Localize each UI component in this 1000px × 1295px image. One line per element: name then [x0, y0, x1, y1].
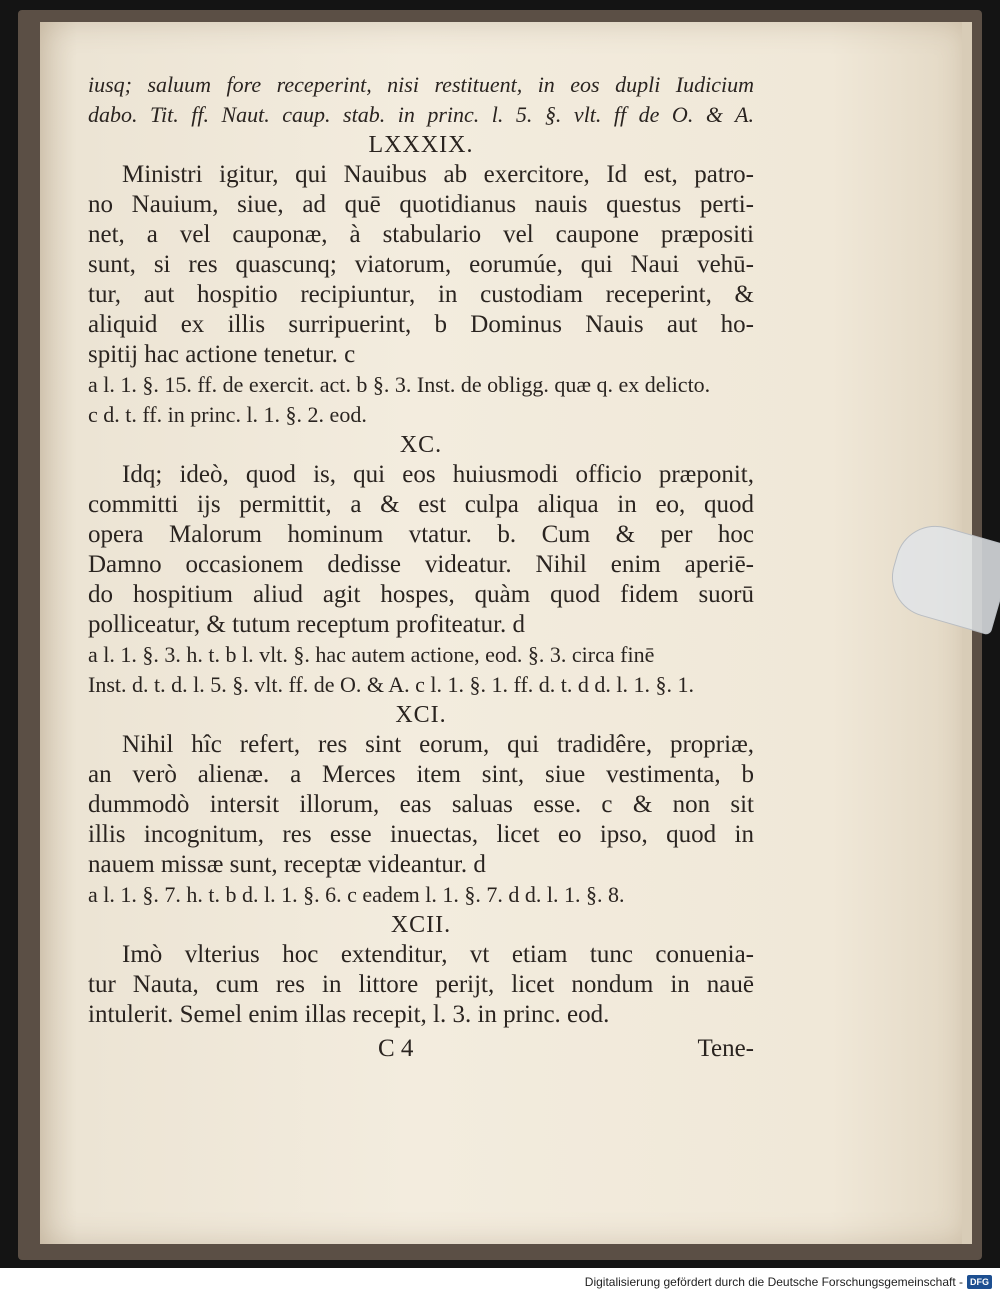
page-text-block [88, 70, 754, 1064]
text-line: committi ijs permittit, a & est culpa aliqua in eo, quod [88, 491, 754, 518]
section-heading: LXXXIX. [368, 132, 474, 158]
text-line: intulerit. Semel enim illas recepit, l. 3. in princ. eod. [88, 1001, 610, 1028]
text-line: illis incognitum, res esse inuectas, licet eo ipso, quod in [88, 821, 754, 848]
text-line: Idq; ideò, quod is, qui eos huiusmodi officio præponit, [122, 461, 754, 488]
text-line: polliceatur, & tutum receptum profiteatur. d [88, 611, 526, 638]
footnote-line: Inst. d. t. d. l. 5. §. vlt. ff. de O. & A. c l. 1. §. 1. ff. d. t. d d. l. 1. §. 1. [88, 672, 694, 697]
text-line: Ministri igitur, qui Nauibus ab exercitore, Id est, patro- [122, 161, 754, 188]
text-line: spitij hac actione tenetur. c [88, 341, 356, 368]
text-line: an verò alienæ. a Merces item sint, siue vestimenta, b [88, 761, 754, 788]
text-line: Nihil hîc refert, res sint eorum, qui tradidêre, propriæ, [122, 731, 754, 758]
section-heading: XCI. [395, 702, 447, 728]
footnote-line: c d. t. ff. in princ. l. 1. §. 2. eod. [88, 402, 367, 427]
page-edge [962, 22, 972, 1244]
dfg-logo-icon: DFG [967, 1275, 992, 1289]
footnote-line: a l. 1. §. 15. ff. de exercit. act. b §. 3. Inst. de obligg. quæ q. ex delicto. [88, 372, 711, 397]
signature-mark: C 4 [378, 1035, 414, 1062]
text-line: iusq; saluum fore receperint, nisi restituent, in eos dupli Iudicium [88, 72, 754, 97]
text-line: aliquid ex illis surripuerint, b Dominus Nauis aut ho- [88, 311, 754, 338]
section-heading: XC. [399, 432, 443, 458]
footer-credit-text: Digitalisierung gefördert durch die Deutsche Forschungsgemeinschaft - [584, 1275, 963, 1289]
page-foot [88, 1034, 754, 1064]
text-line: tur Nauta, cum res in littore perijt, licet nondum in nauē [88, 971, 754, 998]
text-line: dabo. Tit. ff. Naut. caup. stab. in princ. l. 5. §. vlt. ff de O. & A. [88, 102, 754, 127]
text-line: Damno occasionem dedisse videatur. Nihil enim aperiē- [88, 551, 754, 578]
text-line: opera Malorum hominum vtatur. b. Cum & per hoc [88, 521, 754, 548]
footnote-line: a l. 1. §. 7. h. t. b d. l. 1. §. 6. c eadem l. 1. §. 7. d d. l. 1. §. 8. [88, 882, 625, 907]
text-line: tur, aut hospitio recipiuntur, in custodiam receperint, & [88, 281, 754, 308]
footer-credit [585, 1275, 992, 1289]
text-line: nauem missæ sunt, receptæ videantur. d [88, 851, 486, 878]
footer-bar [0, 1268, 1000, 1295]
text-line: no Nauium, siue, ad quē quotidianus nauis questus perti- [88, 191, 754, 218]
section-heading: XCII. [390, 912, 452, 938]
text-line: sunt, si res quascunq; viatorum, eorumúe, qui Naui vehū- [88, 251, 754, 278]
text-line: dummodò intersit illorum, eas saluas esse. c & non sit [88, 791, 754, 818]
text-line: Imò vlterius hoc extenditur, vt etiam tunc conuenia- [122, 941, 754, 968]
footnote-line: a l. 1. §. 3. h. t. b l. vlt. §. hac autem actione, eod. §. 3. circa finē [88, 642, 655, 667]
text-line: do hospitium aliud agit hospes, quàm quod fidem suorū [88, 581, 754, 608]
text-line: net, a vel cauponæ, à stabulario vel caupone præpositi [88, 221, 754, 248]
catchword: Tene- [697, 1035, 754, 1062]
